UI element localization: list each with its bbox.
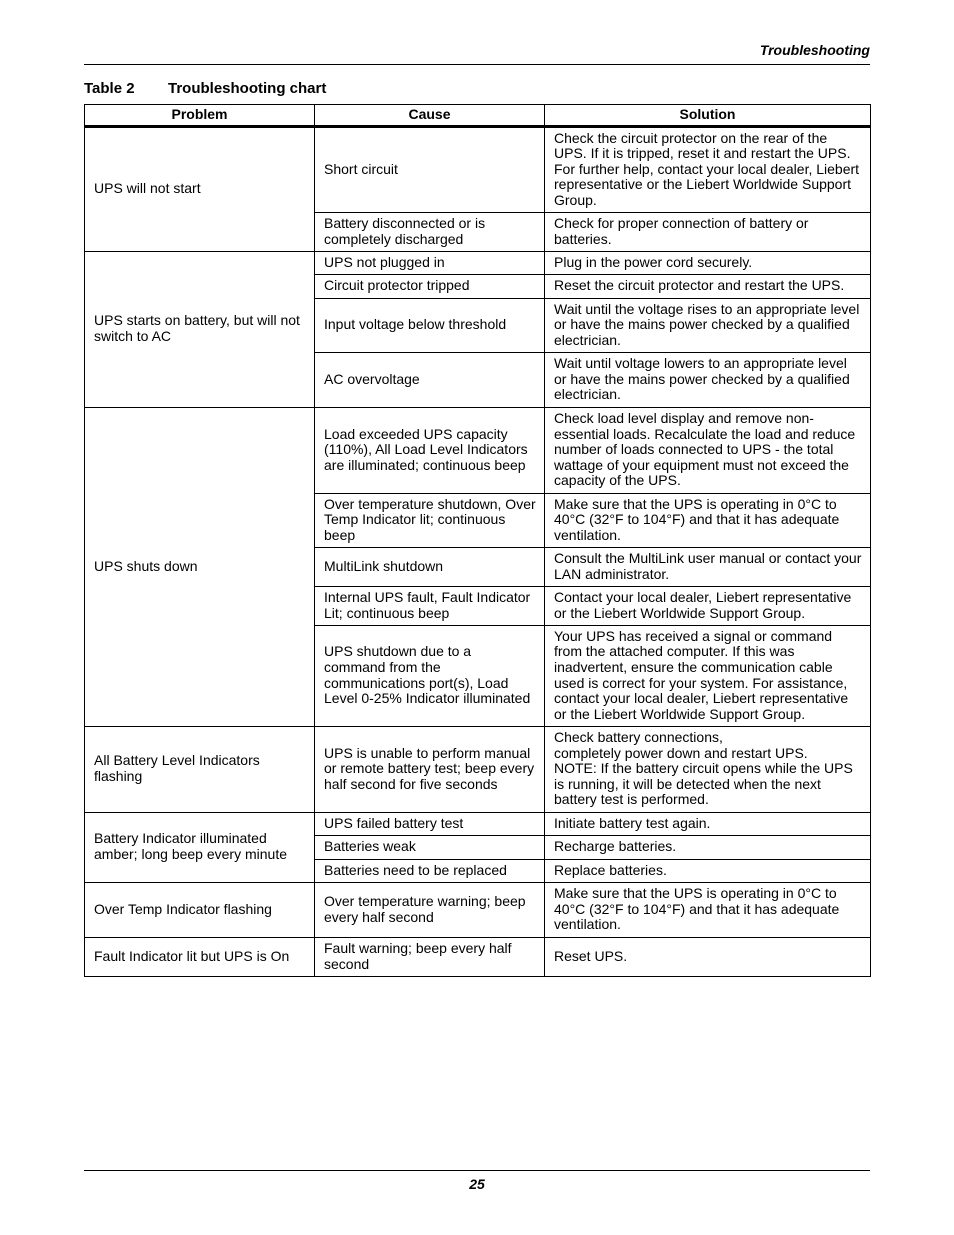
solution-cell: Replace batteries. — [545, 860, 871, 883]
problem-cell: Over Temp Indicator flashing — [85, 883, 315, 938]
cause-cell: Circuit protector tripped — [315, 275, 545, 299]
table-row — [85, 938, 871, 977]
column-header-problem: Problem — [85, 105, 315, 127]
table-row — [85, 883, 871, 938]
cause-cell: Over temperature warning; beep every half second — [315, 883, 545, 938]
solution-cell: Wait until the voltage rises to an appropriate level or have the mains power checked by a qualified electrician. — [545, 299, 871, 353]
cause-cell: Batteries weak — [315, 836, 545, 860]
cause-cell: UPS failed battery test — [315, 813, 545, 836]
problem-cell: All Battery Level Indicators flashing — [85, 727, 315, 813]
table-row — [85, 127, 871, 213]
column-header-solution: Solution — [545, 105, 871, 127]
cause-cell: Fault warning; beep every half second — [315, 938, 545, 977]
column-header-cause: Cause — [315, 105, 545, 127]
solution-cell: Reset the circuit protector and restart the UPS. — [545, 275, 871, 299]
table-row — [85, 252, 871, 275]
cause-cell: Load exceeded UPS capacity (110%), All Load Level Indicators are illuminated; continuous beep — [315, 408, 545, 494]
solution-cell: Plug in the power cord securely. — [545, 252, 871, 275]
problem-cell: UPS will not start — [85, 127, 315, 252]
troubleshooting-table — [84, 104, 871, 977]
cause-cell: Battery disconnected or is completely discharged — [315, 213, 545, 252]
solution-cell: Wait until voltage lowers to an appropriate level or have the mains power checked by a qualified electrician. — [545, 353, 871, 408]
solution-cell: Check load level display and remove non-essential loads. Recalculate the load and reduce number of loads connected to UPS - the total wattage of your equipment must not exceed the capacity of the UPS. — [545, 408, 871, 494]
table-row — [85, 408, 871, 494]
table-title: Troubleshooting chart — [168, 80, 327, 97]
solution-cell: Initiate battery test again. — [545, 813, 871, 836]
solution-cell: Check battery connections, completely power down and restart UPS. NOTE: If the battery circuit opens while the UPS is running, it will be detected when the next battery test is performed. — [545, 727, 871, 813]
header-rule — [84, 64, 870, 65]
table-number: Table 2 — [84, 80, 135, 97]
cause-cell: Short circuit — [315, 127, 545, 213]
cause-cell: Batteries need to be replaced — [315, 860, 545, 883]
cause-cell: Input voltage below threshold — [315, 299, 545, 353]
page-number: 25 — [469, 1176, 485, 1192]
cause-cell: Over temperature shutdown, Over Temp Indicator lit; continuous beep — [315, 494, 545, 548]
table-row — [85, 727, 871, 813]
solution-cell: Reset UPS. — [545, 938, 871, 977]
footer-rule — [84, 1170, 870, 1171]
problem-cell: Battery Indicator illuminated amber; long beep every minute — [85, 813, 315, 883]
table-body — [85, 127, 871, 977]
solution-cell: Consult the MultiLink user manual or contact your LAN administrator. — [545, 548, 871, 587]
table-row — [85, 813, 871, 836]
solution-cell: Check for proper connection of battery or batteries. — [545, 213, 871, 252]
cause-cell: MultiLink shutdown — [315, 548, 545, 587]
problem-cell: Fault Indicator lit but UPS is On — [85, 938, 315, 977]
section-title: Troubleshooting — [759, 42, 870, 58]
cause-cell: UPS shutdown due to a command from the communications port(s), Load Level 0-25% Indicator illuminated — [315, 626, 545, 727]
solution-cell: Make sure that the UPS is operating in 0°C to 40°C (32°F to 104°F) and that it has adequate ventilation. — [545, 883, 871, 938]
problem-cell: UPS shuts down — [85, 408, 315, 727]
solution-cell: Check the circuit protector on the rear of the UPS. If it is tripped, reset it and restart the UPS. For further help, contact your local dealer, Liebert representative or the Liebert Worldwide Support Group. — [545, 127, 871, 213]
solution-cell: Contact your local dealer, Liebert representative or the Liebert Worldwide Support Group. — [545, 587, 871, 626]
cause-cell: Internal UPS fault, Fault Indicator Lit; continuous beep — [315, 587, 545, 626]
cause-cell: UPS not plugged in — [315, 252, 545, 275]
solution-cell: Your UPS has received a signal or command from the attached computer. If this was inadvertent, ensure the communication cable used is correct for your system. For assistance, contact your local dealer, Liebert representative or the Liebert Worldwide Support Group. — [545, 626, 871, 727]
solution-cell: Make sure that the UPS is operating in 0°C to 40°C (32°F to 104°F) and that it has adequate ventilation. — [545, 494, 871, 548]
cause-cell: UPS is unable to perform manual or remote battery test; beep every half second for five seconds — [315, 727, 545, 813]
table-header-row — [85, 105, 871, 127]
cause-cell: AC overvoltage — [315, 353, 545, 408]
problem-cell: UPS starts on battery, but will not switch to AC — [85, 252, 315, 408]
solution-cell: Recharge batteries. — [545, 836, 871, 860]
table-caption — [84, 80, 326, 97]
